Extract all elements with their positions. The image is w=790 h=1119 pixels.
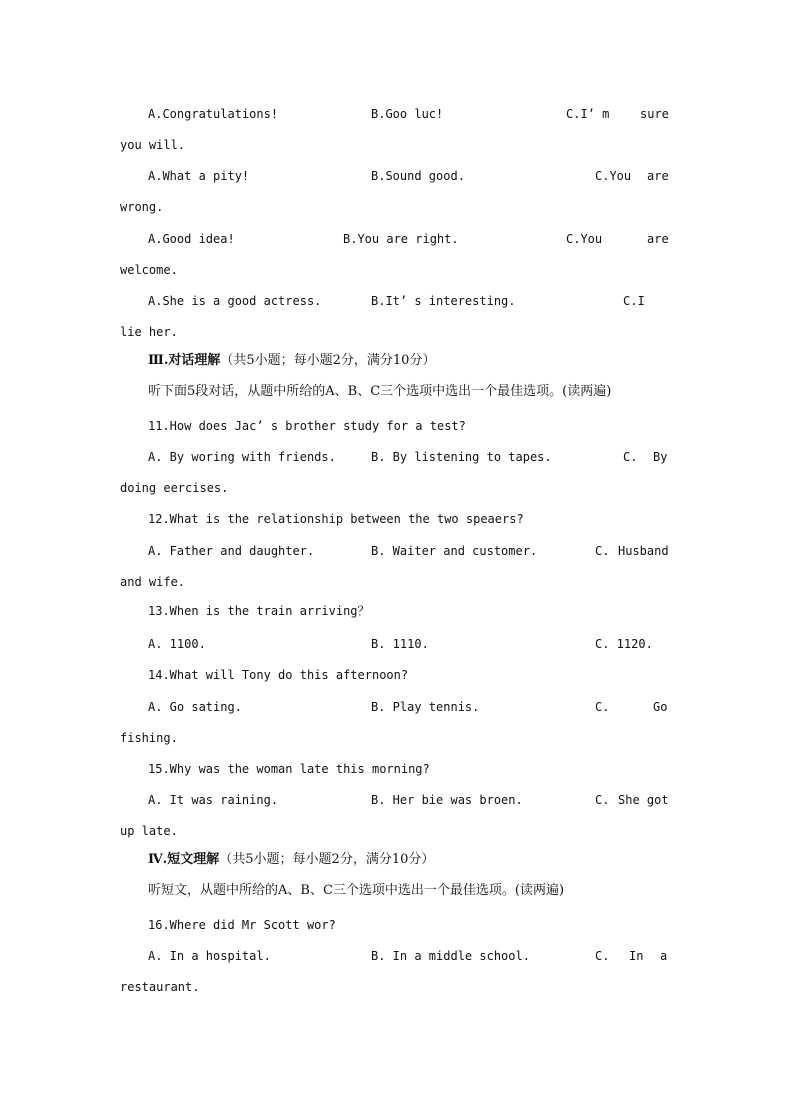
q7-option-a: A.Congratulations!: [148, 107, 279, 121]
q14-option-c: C.: [595, 700, 610, 714]
q10-continuation: lie her.: [120, 325, 178, 339]
q13-option-b: B. 1110.: [371, 637, 429, 651]
q15-continuation: up late.: [120, 824, 178, 838]
q10-option-a: A.She is a good actress.: [148, 294, 322, 308]
q10-option-b: B.It’ s interesting.: [371, 294, 516, 308]
q14-option-b: B. Play tennis.: [371, 700, 480, 714]
q16-option-a: A. In a hospital.: [148, 949, 271, 963]
q9-option-b: B.You are right.: [343, 232, 459, 246]
q7-option-b: B.Goo luc!: [371, 107, 444, 121]
section4-heading: [148, 852, 434, 868]
q11-continuation: doing eercises.: [120, 481, 229, 495]
q16-option-c-cont: In: [629, 949, 644, 963]
q8-option-c-cont: are: [647, 169, 669, 183]
q16-continuation: restaurant.: [120, 980, 200, 994]
q12-option-b: B. Waiter and customer.: [371, 544, 538, 558]
q12-question: 12.What is the relationship between the two speaers?: [148, 512, 524, 526]
q11-option-c: C.: [623, 450, 638, 464]
q9-option-c-cont: are: [647, 232, 669, 246]
q14-option-a: A. Go sating.: [148, 700, 242, 714]
q13-question: 13.When is the train arriving？: [148, 604, 370, 618]
q12-continuation: and wife.: [120, 575, 186, 589]
q15-option-a: A. It was raining.: [148, 793, 279, 807]
q13-option-c: C. 1120.: [595, 637, 653, 651]
section3-instruction: 听下面5段对话，从题中所给的A、B、C三个选项中选出一个最佳选项。(读两遍): [148, 384, 612, 399]
q8-option-c: C.You: [595, 169, 632, 183]
q16-question: 16.Where did Mr Scott wor?: [148, 918, 336, 932]
q14-continuation: fishing.: [120, 731, 178, 745]
q10-option-c: C.I: [623, 294, 645, 308]
q9-continuation: welcome.: [120, 263, 178, 277]
q15-option-c: C.: [595, 793, 610, 807]
q8-option-a: A.What a pity!: [148, 169, 250, 183]
q11-option-a: A. By woring with friends.: [148, 450, 336, 464]
q16-option-c-cont2: a: [660, 949, 668, 963]
q7-option-c: C.I’ m: [566, 107, 610, 121]
q12-option-c: C.: [595, 544, 610, 558]
section4-instruction: 听短文，从题中所给的A、B、C三个选项中选出一个最佳选项。(读两遍): [148, 883, 565, 898]
q12-option-c-cont: Husband: [618, 544, 669, 558]
section4-note: （共5小题；每小题2分，满分10分）: [219, 852, 435, 867]
q15-option-b: B. Her bie was broen.: [371, 793, 523, 807]
q15-question: 15.Why was the woman late this morning?: [148, 762, 430, 776]
q11-question: 11.How does Jac’ s brother study for a test?: [148, 419, 466, 433]
section3-note: （共5小题；每小题2分，满分10分）: [220, 353, 436, 368]
q9-option-c: C.You: [566, 232, 603, 246]
q7-option-c-cont: sure: [640, 107, 669, 121]
q11-option-c-cont: By: [653, 450, 668, 464]
q14-option-c-cont: Go: [653, 700, 668, 714]
q13-option-a: A. 1100.: [148, 637, 206, 651]
q8-option-b: B.Sound good.: [371, 169, 465, 183]
q12-option-a: A. Father and daughter.: [148, 544, 315, 558]
q16-option-c: C.: [595, 949, 610, 963]
q15-option-c-cont: She got: [618, 793, 669, 807]
q8-continuation: wrong.: [120, 200, 164, 214]
section4-title: Ⅳ.短文理解: [148, 852, 220, 867]
section3-title: Ⅲ.对话理解: [148, 353, 221, 368]
q14-question: 14.What will Tony do this afternoon?: [148, 668, 409, 682]
section3-heading: [148, 353, 435, 369]
q11-option-b: B. By listening to tapes.: [371, 450, 552, 464]
q9-option-a: A.Good idea!: [148, 232, 235, 246]
q16-option-b: B. In a middle school.: [371, 949, 530, 963]
q7-continuation: you will.: [120, 138, 186, 152]
